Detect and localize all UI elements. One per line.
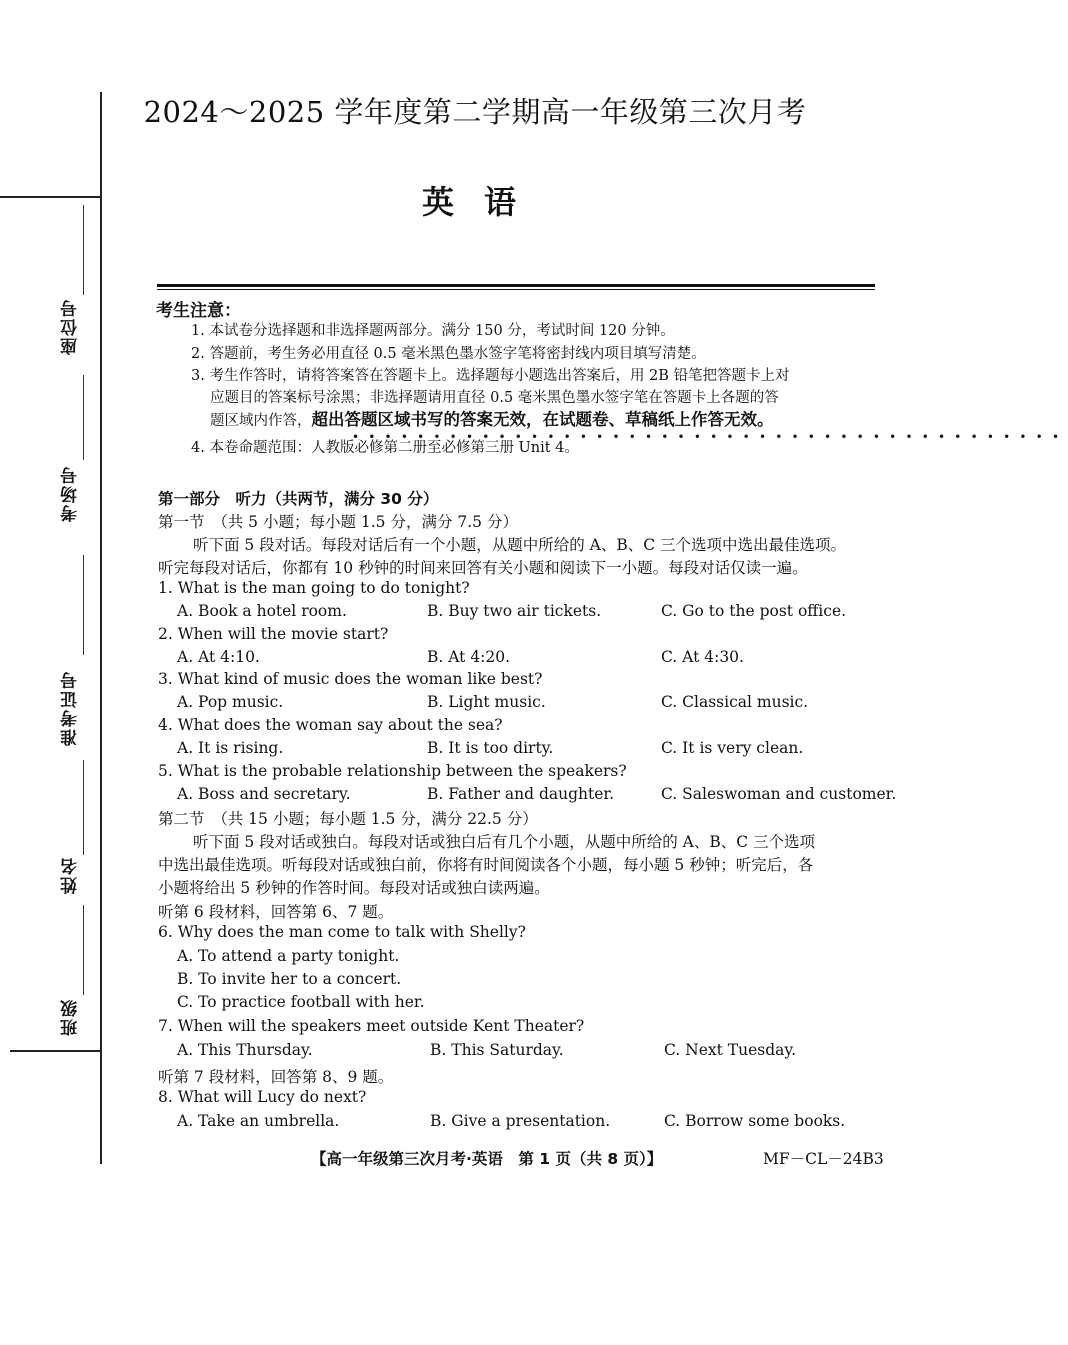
- q6-option-c: C. To practice football with her.: [177, 993, 425, 1011]
- notice-heading: 考生注意：: [156, 301, 241, 321]
- section2-instructions-2: 中选出最佳选项。听每段对话或独白前，你将有时间阅读各个小题，每小题 5 秒钟；听完后，各: [158, 856, 814, 874]
- notice-item-3: 3. 考生作答时，请将答案答在答题卡上。选择题每小题选出答案后，用 2B 铅笔把答题卡上对: [191, 368, 790, 384]
- q3-option-c: C. Classical music.: [661, 693, 809, 711]
- part1-heading: 第一部分 听力（共两节，满分 30 分）: [158, 490, 439, 508]
- section1-instructions-1: 听下面 5 段对话。每段对话后有一个小题，从题中所给的 A、B、C 三个选项中选出最佳选项。: [193, 536, 847, 554]
- question-8: 8. What will Lucy do next?: [158, 1088, 367, 1106]
- q7-option-c: C. Next Tuesday.: [664, 1041, 797, 1059]
- q6-option-b: B. To invite her to a concert.: [177, 970, 402, 988]
- class-label: 班级: [61, 998, 81, 1036]
- q1-option-a: A. Book a hotel room.: [177, 602, 347, 620]
- header-rule-thick: [157, 284, 875, 287]
- question-1: 1. What is the man going to do tonight?: [158, 579, 470, 597]
- q5-option-b: B. Father and daughter.: [427, 785, 615, 803]
- binding-bottom-rule: [10, 1050, 100, 1052]
- q7-option-b: B. This Saturday.: [430, 1041, 564, 1059]
- q4-option-a: A. It is rising.: [177, 739, 284, 757]
- name-blank-line[interactable]: [83, 760, 84, 855]
- question-4: 4. What does the woman say about the sea?: [158, 716, 503, 734]
- q8-option-b: B. Give a presentation.: [430, 1112, 611, 1130]
- q5-option-c: C. Saleswoman and customer.: [661, 785, 897, 803]
- section2-heading: 第二节 （共 15 小题；每小题 1.5 分，满分 22.5 分）: [158, 810, 538, 828]
- q7-option-a: A. This Thursday.: [177, 1041, 313, 1059]
- binding-line: [100, 92, 102, 1164]
- q8-option-c: C. Borrow some books.: [664, 1112, 846, 1130]
- exam-room-label: 考场号: [61, 465, 81, 522]
- q4-option-c: C. It is very clean.: [661, 739, 804, 757]
- section2-instructions-1: 听下面 5 段对话或独白。每段对话或独白后有几个小题，从题中所给的 A、B、C 三个选项: [193, 833, 816, 851]
- q8-option-a: A. Take an umbrella.: [177, 1112, 340, 1130]
- question-7: 7. When will the speakers meet outside Kent Theater?: [158, 1017, 585, 1035]
- notice-item-3-prefix: 题区域内作答，: [210, 413, 312, 429]
- room-blank-line[interactable]: [83, 375, 84, 460]
- seat-number-label: 座位号: [61, 298, 81, 355]
- name-label: 姓名: [61, 856, 81, 894]
- notice-item-3-cont2: [210, 406, 774, 430]
- question-2: 2. When will the movie start?: [158, 625, 389, 643]
- header-rule-thin: [157, 289, 875, 290]
- exam-id-blank-line[interactable]: [83, 555, 84, 655]
- emphasis-dots: ••••••••••••••••••••••••••••••••••••••••••••: [352, 430, 1068, 444]
- q5-option-a: A. Boss and secretary.: [177, 785, 351, 803]
- notice-item-2: 2. 答题前，考生务必用直径 0.5 毫米黑色墨水签字笔将密封线内项目填写清楚。: [191, 346, 706, 362]
- q4-option-b: B. It is too dirty.: [427, 739, 554, 757]
- q1-option-b: B. Buy two air tickets.: [427, 602, 602, 620]
- exam-title: 2024～2025 学年度第二学期高一年级第三次月考: [143, 95, 807, 129]
- q3-option-a: A. Pop music.: [177, 693, 284, 711]
- page-footer: 【高一年级第三次月考·英语 第 1 页（共 8 页）】: [311, 1150, 663, 1168]
- question-3: 3. What kind of music does the woman like best?: [158, 670, 543, 688]
- notice-item-4: 4. 本卷命题范围：人教版必修第二册至必修第三册 Unit 4。: [191, 440, 579, 456]
- section2-instructions-3: 小题将给出 5 秒钟的作答时间。每段对话或独白读两遍。: [158, 879, 550, 897]
- material-6-heading: 听第 6 段材料，回答第 6、7 题。: [158, 903, 394, 921]
- section1-heading: 第一节 （共 5 小题；每小题 1.5 分，满分 7.5 分）: [158, 513, 518, 531]
- notice-item-1: 1. 本试卷分选择题和非选择题两部分。满分 150 分，考试时间 120 分钟。: [191, 323, 675, 339]
- material-7-heading: 听第 7 段材料，回答第 8、9 题。: [158, 1068, 394, 1086]
- notice-emphasis: 超出答题区域书写的答案无效，在试题卷、草稿纸上作答无效。: [311, 410, 774, 429]
- notice-item-3-cont: 应题目的答案标号涂黑；非选择题请用直径 0.5 毫米黑色墨水签字笔在答题卡上各题的答: [210, 390, 779, 406]
- paper-code: MF－CL－24B3: [763, 1150, 884, 1168]
- q2-option-b: B. At 4:20.: [427, 648, 511, 666]
- class-blank-line[interactable]: [83, 905, 84, 995]
- subject-title: 英语: [421, 183, 546, 221]
- q1-option-c: C. Go to the post office.: [661, 602, 847, 620]
- q3-option-b: B. Light music.: [427, 693, 546, 711]
- q6-option-a: A. To attend a party tonight.: [177, 947, 400, 965]
- question-5: 5. What is the probable relationship between the speakers?: [158, 762, 627, 780]
- exam-id-label: 准考证号: [61, 670, 81, 746]
- q2-option-c: C. At 4:30.: [661, 648, 744, 666]
- section1-instructions-2: 听完每段对话后，你都有 10 秒钟的时间来回答有关小题和阅读下一小题。每段对话仅读一遍。: [158, 559, 808, 577]
- question-6: 6. Why does the man come to talk with Shelly?: [158, 923, 526, 941]
- q2-option-a: A. At 4:10.: [177, 648, 260, 666]
